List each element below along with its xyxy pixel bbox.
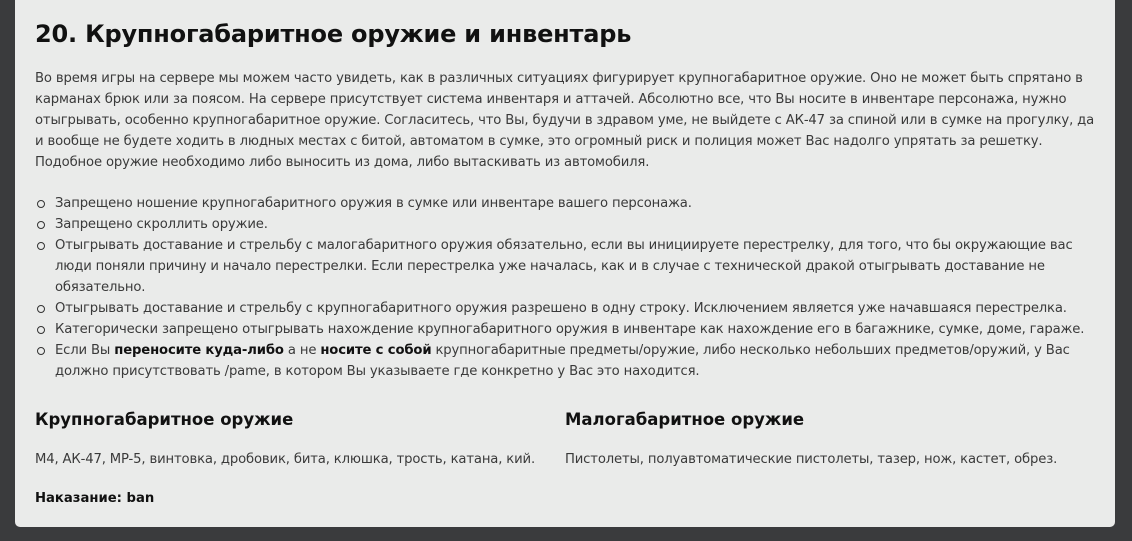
circle-bullet-icon xyxy=(37,305,45,313)
penalty-text: Наказание: ban xyxy=(35,491,155,506)
intro-paragraph: Во время игры на сервере мы можем часто увидеть, как в различных ситуациях фигурирует крупногабаритное оружие. Оно не может быть спрятано в карманах брюк или за поясом. На сервере присутствует система инвентаря и аттачей. Абсолютно все, что Вы носите в инвентаре персонажа, нужно отыгрывать, особенно крупногабаритное оружие. Согласитесь, что Вы, будучи в здравом уме, не выйдете с АК-47 за спиной или в сумке на прогулку, да и вообще не будете ходить в людных местах с битой, автоматом в сумке, это огромный риск и полиция может Вас надолго упрятать за решетку. Подобное оружие необходимо либо выносить из дома, либо вытаскивать из автомобиля. xyxy=(35,71,1095,170)
rule-text: Запрещено скроллить оружие. xyxy=(55,217,268,232)
large-weapons-list: M4, АК-47, MP-5, винтовка, дробовик, бита, клюшка, трость, катана, кий. xyxy=(35,452,535,467)
large-weapons-column xyxy=(35,409,565,509)
rule-text: Запрещено ношение крупногабаритного оружия в сумке или инвентаре вашего персонажа. xyxy=(55,196,692,211)
rules-section-card xyxy=(15,0,1115,527)
circle-bullet-icon xyxy=(37,347,45,355)
rule-text-part: Если Вы xyxy=(55,343,115,358)
rule-text-part: а не xyxy=(283,343,321,358)
circle-bullet-icon xyxy=(37,200,45,208)
small-weapons-heading: Малогабаритное оружие xyxy=(565,410,805,429)
rule-text: Категорически запрещено отыгрывать нахождение крупногабаритного оружия в инвентаре как нахождение его в багажнике, сумке, доме, гараже. xyxy=(55,322,1085,337)
circle-bullet-icon xyxy=(37,221,45,229)
rule-text: Отыгрывать доставание и стрельбу с крупногабаритного оружия разрешено в одну строку. Исключением является уже начавшаяся перестрелка. xyxy=(55,301,1067,316)
list-item xyxy=(35,235,1095,298)
small-weapons-column xyxy=(565,409,1095,509)
rule-emphasis: носите с собой xyxy=(320,343,432,358)
list-item xyxy=(35,298,1095,319)
list-item xyxy=(35,214,1095,235)
circle-bullet-icon xyxy=(37,242,45,250)
weapon-categories xyxy=(35,409,1095,509)
rules-list xyxy=(35,193,1095,382)
list-item xyxy=(35,340,1095,382)
rule-emphasis: переносите куда-либо xyxy=(114,343,284,358)
list-item xyxy=(35,193,1095,214)
circle-bullet-icon xyxy=(37,326,45,334)
large-weapons-heading: Крупногабаритное оружие xyxy=(35,410,294,429)
small-weapons-list: Пистолеты, полуавтоматические пистолеты, тазер, нож, кастет, обрез. xyxy=(565,452,1058,467)
list-item xyxy=(35,319,1095,340)
section-title: 20. Крупногабаритное оружие и инвентарь xyxy=(35,20,632,48)
rule-text: Отыгрывать доставание и стрельбу с малогабаритного оружия обязательно, если вы инициируете перестрелку, для того, что бы окружающие вас люди поняли причину и начало перестрелки. Если перестрелка уже началась, как и в случае с технической дракой отыгрывать доставание не обязательно. xyxy=(55,238,1073,295)
rule-text-part: крупногабаритные предметы/оружие, либо несколько небольших предметов/оружий, у Вас должно присутствовать /pame, в котором Вы указываете где конкретно у Вас это находится. xyxy=(55,343,1070,379)
